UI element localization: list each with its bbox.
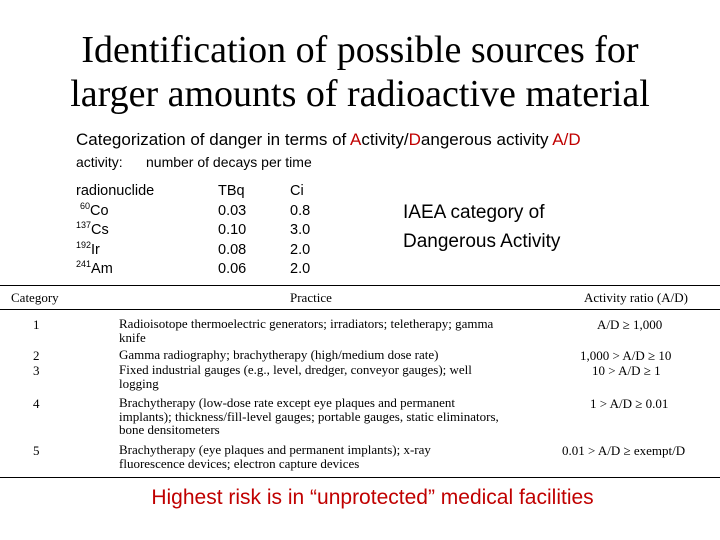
- nuclide-symbol: Am: [91, 261, 113, 277]
- category-number: 2: [33, 348, 40, 363]
- subtitle-part-1: Categorization of danger in terms of: [76, 130, 351, 149]
- ci-value: 2.0: [290, 261, 311, 277]
- nuclide-row: [76, 202, 154, 222]
- title-line-1: Identification of possible sources for: [81, 29, 639, 71]
- tbq-column: [218, 182, 246, 280]
- table-rule: [0, 477, 720, 478]
- iaea-line-1: IAEA category of: [403, 202, 545, 223]
- ratio-value: 0.01 > A/D ≥ exempt/D: [562, 443, 686, 458]
- practice-text: Gamma radiography; brachytherapy (high/medium dose rate): [119, 347, 439, 362]
- category-table: [0, 285, 720, 480]
- nuclide-mass: 241: [76, 259, 92, 269]
- practice-text: Radioisotope thermoelectric generators; irradiators; teletherapy; gamma knife: [119, 316, 494, 345]
- subtitle-part-2: ctivity/: [361, 130, 409, 149]
- nuclide-row: [76, 241, 154, 261]
- nuclide-column: [76, 182, 154, 280]
- tbq-header: TBq: [218, 183, 245, 199]
- ratio-value: 1 > A/D ≥ 0.01: [590, 396, 669, 411]
- category-header: Category: [11, 290, 59, 305]
- definition-text: number of decays per time: [146, 154, 312, 170]
- ratio-header: Activity ratio (A/D): [584, 290, 688, 305]
- nuclide-header: radionuclide: [76, 183, 155, 199]
- practice-header: Practice: [290, 290, 332, 305]
- nuclide-mass: 60: [80, 200, 91, 211]
- subtitle: [76, 130, 581, 150]
- tbq-value: 0.08: [218, 241, 247, 258]
- nuclide-symbol: Cs: [91, 222, 109, 238]
- iaea-line-2: Dangerous Activity: [403, 231, 561, 252]
- subtitle-part-3: angerous activity: [420, 130, 553, 149]
- subtitle-activity-initial: A: [350, 130, 362, 149]
- definition-label: activity:: [76, 154, 123, 170]
- nuclide-symbol: Ir: [91, 241, 100, 258]
- tbq-value: 0.10: [218, 222, 247, 238]
- category-number: 1: [33, 317, 40, 332]
- category-number: 5: [33, 443, 40, 458]
- ci-value: 0.8: [290, 202, 311, 219]
- table-rule: [0, 285, 720, 286]
- nuclide-mass: 137: [76, 220, 92, 230]
- footer-note: Highest risk is in “unprotected” medical facilities: [151, 486, 594, 509]
- nuclide-row: [76, 221, 154, 241]
- nuclide-mass: 192: [76, 239, 92, 250]
- ratio-value: A/D ≥ 1,000: [597, 317, 663, 332]
- iaea-caption: [403, 198, 560, 256]
- practice-text: Brachytherapy (low-dose rate except eye plaques and permanent implants); thickness/fill-level gauges; portable gauges, static eliminators, bone densitometers: [119, 395, 499, 437]
- ratio-value: 1,000 > A/D ≥ 10: [580, 348, 672, 363]
- practice-text: Brachytherapy (eye plaques and permanent implants); x-ray fluorescence devices; electron capture devices: [119, 442, 431, 471]
- nuclide-symbol: Co: [90, 202, 109, 219]
- ci-column: [290, 182, 310, 280]
- subtitle-dangerous-initial: D: [408, 130, 421, 149]
- slide-title: [0, 28, 720, 116]
- title-line-2: larger amounts of radioactive material: [70, 73, 650, 115]
- ci-header: Ci: [290, 183, 304, 199]
- practice-text: Fixed industrial gauges (e.g., level, dredger, conveyor gauges); well logging: [119, 362, 472, 391]
- category-number: 4: [33, 396, 40, 411]
- table-rule: [0, 309, 720, 310]
- ratio-value: 10 > A/D ≥ 1: [592, 363, 661, 378]
- category-number: 3: [33, 363, 40, 378]
- tbq-value: 0.03: [218, 202, 247, 219]
- nuclide-row: [76, 260, 154, 280]
- ci-value: 2.0: [290, 241, 311, 258]
- ci-value: 3.0: [290, 222, 311, 238]
- tbq-value: 0.06: [218, 261, 247, 277]
- subtitle-ad: A/D: [552, 130, 581, 149]
